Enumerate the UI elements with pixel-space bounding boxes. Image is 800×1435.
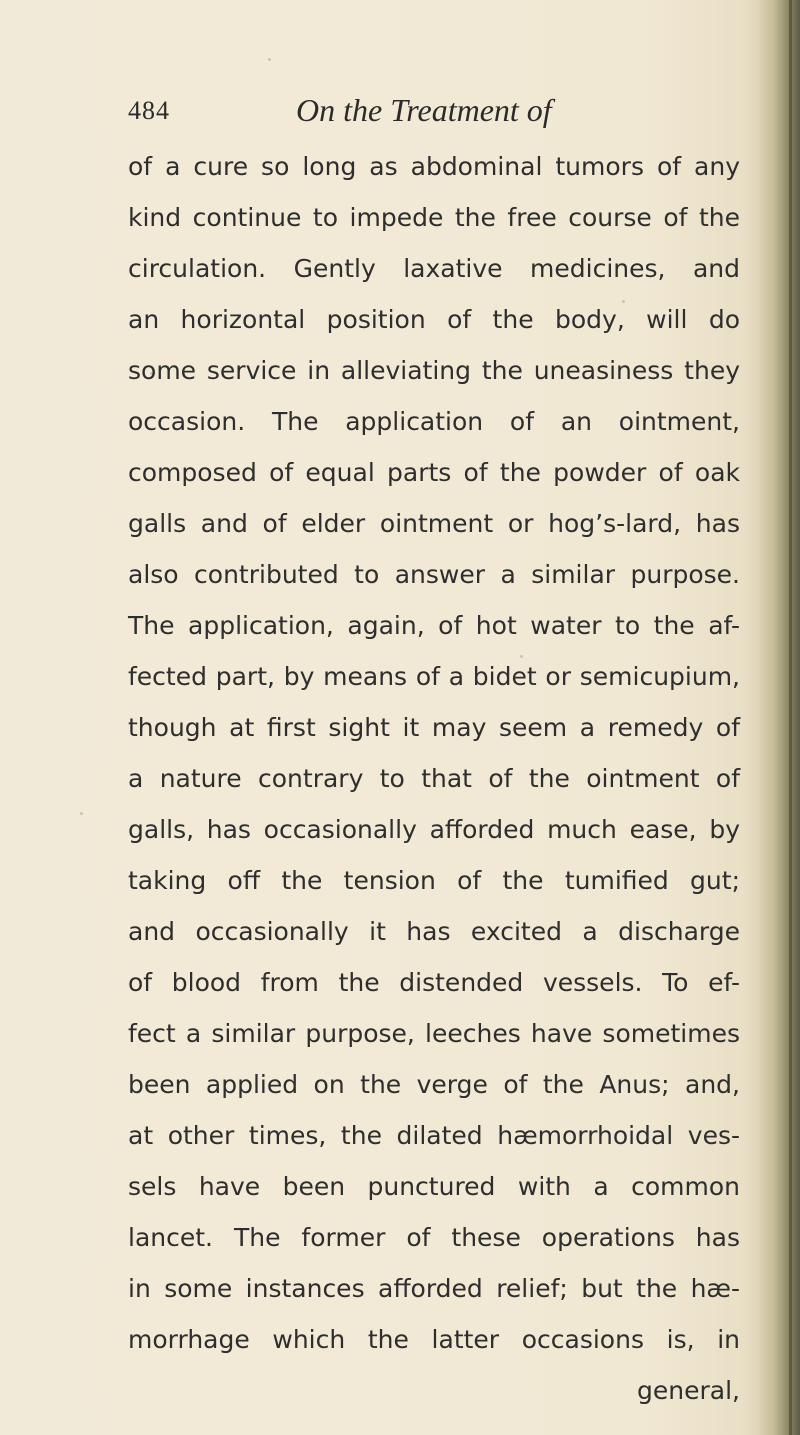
text-line: of a cure so long as abdominal tumors of any — [128, 152, 740, 181]
text-line: kind continue to impede the free course of the — [128, 203, 740, 232]
page-gutter-shadow — [758, 0, 800, 1435]
paper-speck — [80, 812, 83, 815]
text-line: occasion. The application of an ointment, — [128, 407, 740, 436]
text-line: an horizontal position of the body, will do — [128, 305, 740, 334]
text-line: The application, again, of hot water to the af- — [128, 611, 740, 640]
page-number: 484 — [128, 96, 170, 125]
body-text — [128, 141, 740, 1416]
text-line: of blood from the distended vessels. To ef- — [128, 968, 740, 997]
text-line: in some instances afforded relief; but the hæ- — [128, 1274, 740, 1303]
text-line: fect a similar purpose, leeches have sometimes — [128, 1019, 740, 1048]
text-line: and occasionally it has excited a discharge — [128, 917, 740, 946]
text-line: morrhage which the latter occasions is, in — [128, 1325, 740, 1354]
text-line: at other times, the dilated hæmorrhoidal ves- — [128, 1121, 740, 1150]
text-line: galls and of elder ointment or hog’s-lard, has — [128, 509, 740, 538]
catchword: general, — [637, 1376, 740, 1405]
text-line: galls, has occasionally afforded much ease, by — [128, 815, 740, 844]
text-line: a nature contrary to that of the ointment of — [128, 764, 740, 793]
page-header — [128, 92, 688, 136]
text-line: also contributed to answer a similar purpose. — [128, 560, 740, 589]
binding-edge — [789, 0, 792, 1435]
text-line: composed of equal parts of the powder of oak — [128, 458, 740, 487]
text-line: some service in alleviating the uneasiness they — [128, 356, 740, 385]
running-title: On the Treatment of — [296, 92, 552, 128]
text-line: taking off the tension of the tumified gut; — [128, 866, 740, 895]
text-line: sels have been punctured with a common — [128, 1172, 740, 1201]
text-line: been applied on the verge of the Anus; and, — [128, 1070, 740, 1099]
text-line: circulation. Gently laxative medicines, and — [128, 254, 740, 283]
text-line: fected part, by means of a bidet or semicupium, — [128, 662, 740, 691]
text-line: though at first sight it may seem a remedy of — [128, 713, 740, 742]
paper-speck — [268, 58, 271, 61]
text-line: lancet. The former of these operations has — [128, 1223, 740, 1252]
